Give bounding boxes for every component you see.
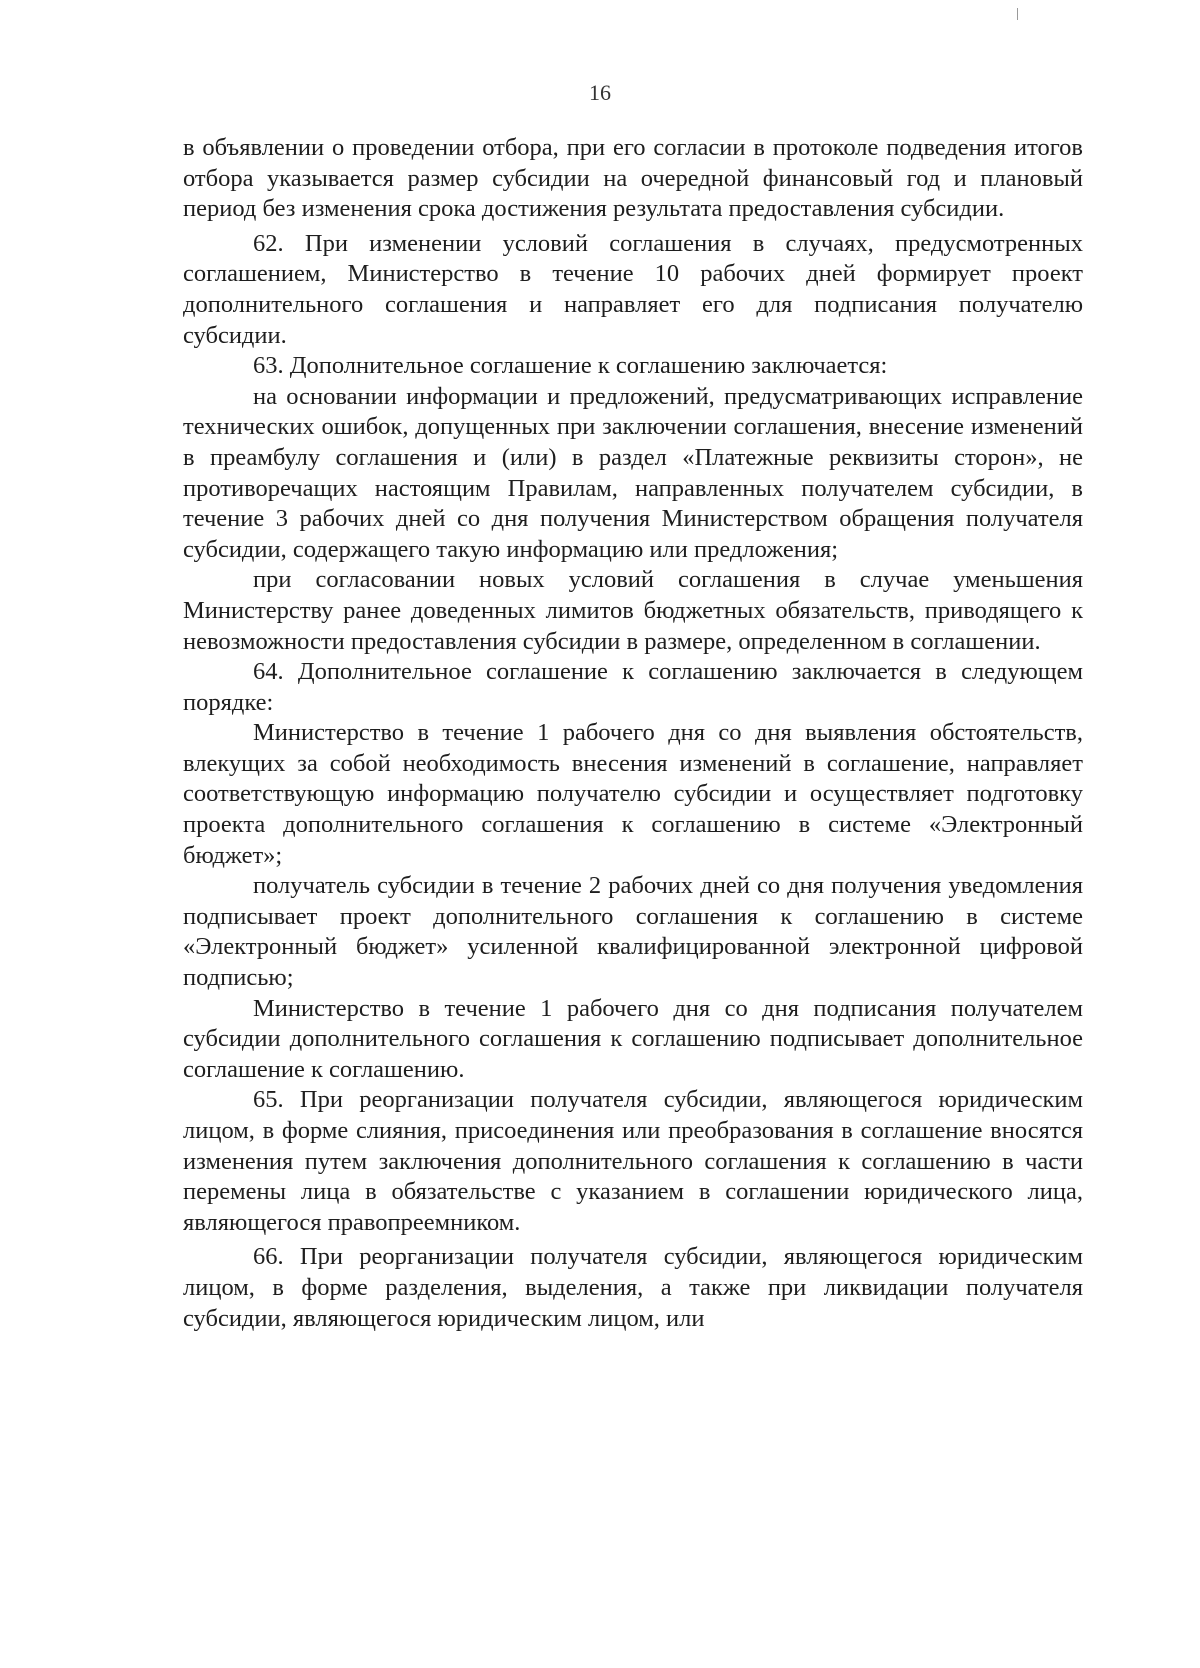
paragraph-continuation: в объявлении о проведении отбора, при его согласии в протоколе подведения итогов отбора указывается размер субсидии на очередной финансовый год и плановый период без изменения срока достижения результата предоставления субсидии. bbox=[183, 134, 1083, 223]
paragraph-66: 66. При реорганизации получателя субсидии, являющегося юридическим лицом, в форме разделения, выделения, а также при ликвидации получателя субсидии, являющегося юридическим лицом, или bbox=[183, 1243, 1083, 1332]
paragraph-64-item-3: Министерство в течение 1 рабочего дня со дня подписания получателем субсидии дополнительного соглашения к соглашению подписывает дополнительное соглашение к соглашению. bbox=[183, 994, 1083, 1083]
paragraph-64-item-1: Министерство в течение 1 рабочего дня со дня выявления обстоятельств, влекущих за собой необходимость внесения изменений в соглашение, направляет соответствующую информацию получателю субсидии и осуществляет подготовку проекта дополнительного соглашения к соглашению в системе «Электронный бюджет»; bbox=[183, 719, 1083, 869]
document-body bbox=[183, 133, 1083, 1334]
paragraph-64: 64. Дополнительное соглашение к соглашению заключается в следующем порядке: bbox=[183, 658, 1083, 716]
paragraph-63-item-1: на основании информации и предложений, предусматривающих исправление технических ошибок, допущенных при заключении соглашения, внесение изменений в преамбулу соглашения и (или) в раздел «Платежные реквизиты сторон», не противоречащих настоящим Правилам, направленных получателем субсидии, в течение 3 рабочих дней со дня получения Министерством обращения получателя субсидии, содержащего такую информацию или предложения; bbox=[183, 382, 1083, 563]
scan-artifact-mark bbox=[1017, 8, 1018, 20]
paragraph-63: 63. Дополнительное соглашение к соглашению заключается: bbox=[253, 352, 888, 380]
page-number: 16 bbox=[589, 80, 611, 105]
paragraph-63-item-2: при согласовании новых условий соглашения в случае уменьшения Министерству ранее доведенных лимитов бюджетных обязательств, приводящего к невозможности предоставления субсидии в размере, определенном в соглашении. bbox=[183, 566, 1083, 655]
paragraph-65: 65. При реорганизации получателя субсидии, являющегося юридическим лицом, в форме слияния, присоединения или преобразования в соглашение вносятся изменения путем заключения дополнительного соглашения к соглашению в части перемены лица в обязательстве с указанием в соглашении юридического лица, являющегося правопреемником. bbox=[183, 1086, 1083, 1236]
paragraph-64-item-2: получатель субсидии в течение 2 рабочих дней со дня получения уведомления подписывает проект дополнительного соглашения к соглашению в системе «Электронный бюджет» усиленной квалифицированной электронной цифровой подписью; bbox=[183, 872, 1083, 992]
paragraph-62: 62. При изменении условий соглашения в случаях, предусмотренных соглашением, Министерство в течение 10 рабочих дней формирует проект дополнительного соглашения и направляет его для подписания получателю субсидии. bbox=[183, 229, 1083, 349]
